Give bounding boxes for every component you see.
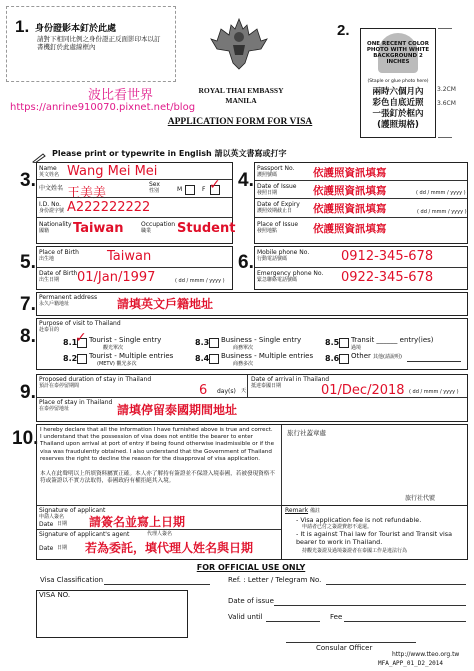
- sex-f-check: ✓: [209, 177, 221, 193]
- section-7-number: 7.: [20, 294, 36, 315]
- issue-rule: [255, 198, 467, 199]
- valid-until-rule: [266, 621, 320, 622]
- expiry-fill: 依護照資訊填寫: [313, 203, 387, 215]
- sex-m-label: M: [177, 186, 183, 193]
- sex-m-checkbox[interactable]: [185, 185, 195, 195]
- section-10-divider: [281, 425, 282, 505]
- signature-value: 請簽名並寫上日期: [89, 515, 186, 529]
- section-4-number: 4.: [238, 170, 254, 191]
- pencil-icon: [32, 148, 46, 158]
- name-rule: [37, 179, 232, 180]
- occupation-value: Student: [177, 221, 236, 236]
- nationality-value: Taiwan: [73, 221, 124, 236]
- fee-rule: [344, 621, 466, 622]
- remark-1-zh: 申請者已付之簽證費恕不退還。: [302, 524, 373, 530]
- id-rule: [37, 217, 232, 218]
- id-label-zh: 身份證字號: [39, 208, 65, 214]
- dob-label: Date of Birth: [39, 270, 78, 277]
- pob-value: Taiwan: [107, 249, 152, 264]
- dob-date-format: ( dd / mmm / yyyy ): [175, 278, 225, 284]
- pob-rule: [37, 267, 232, 268]
- opt-8-2-zh: (METV) 觀光多次: [97, 361, 137, 367]
- address-label: Permanent address: [39, 294, 98, 301]
- sig-date-label-zh: 日期: [57, 521, 68, 527]
- embassy-city: MANILA: [225, 96, 257, 105]
- photo-note-zh-title: 身份證影本釘於此處: [35, 24, 117, 34]
- nationality-label: Nationality: [39, 221, 72, 228]
- section-9-box: [36, 374, 468, 422]
- visa-no-box: [36, 590, 188, 638]
- opt-8-3-text: Business - Single entry: [221, 336, 302, 344]
- passport-fill: 依護照資訊填寫: [313, 167, 387, 179]
- passport-label-zh: 護照號碼: [257, 172, 278, 178]
- photo-text-en: ONE RECENT COLOR PHOTO WITH WHITE BACKGROUND 2 INCHES: [366, 41, 430, 65]
- passport-label: Passport No.: [257, 165, 295, 172]
- issue-label-zh: 發照日期: [257, 190, 278, 196]
- agent-label-zh: 代理人簽名: [147, 531, 173, 537]
- section-10-box: [36, 424, 468, 560]
- section-3-number: 3.: [20, 170, 36, 191]
- place-issue-label-zh: 發照地點: [257, 228, 278, 234]
- opt-8-6-id: 8.6: [325, 354, 340, 363]
- arrival-label: Date of arrival in Thailand: [251, 376, 330, 383]
- mobile-value: 0912-345-678: [341, 249, 434, 264]
- ref-label: Ref. : Letter / Telegram No.: [228, 576, 322, 584]
- opt-8-2-text: Tourist - Multiple entries: [89, 352, 174, 360]
- duration-label-zh: 預計在泰停留期間: [39, 383, 80, 389]
- opt-8-3-id: 8.3: [195, 338, 210, 347]
- form-title: APPLICATION FORM FOR VISA: [167, 117, 313, 127]
- duration-label: Proposed duration of stay in Thailand: [39, 376, 152, 383]
- remark-label: Remark: [285, 507, 309, 514]
- address-label-zh: 永久戶籍地址: [39, 301, 70, 307]
- dob-label-zh: 出生日期: [39, 277, 60, 283]
- valid-until-label: Valid until: [228, 613, 263, 621]
- stay-place-label-zh: 在泰停留地址: [39, 406, 70, 412]
- remark-2: - It is against Thai law for Tourist and Transit visa bearer to work in Thailand.: [296, 530, 453, 546]
- cname-label: 中文姓名: [39, 185, 64, 192]
- place-issue-label: Place of Issue: [257, 221, 299, 228]
- duration-value: 6: [199, 383, 208, 398]
- declaration-text: I hereby declare that all the information I have furnished above is true and correct. I understand that the possession of visa does not entitle the bearer to enter Thailand upon arrival at port of entry if being found otherwise inadmissible or if the visa was fraudulently obtained. I also understand that the Government of Thailand reserves the right to decline the reason for the disapproval of visa application.: [40, 427, 275, 462]
- remark-1: - Visa application fee is not refundable.: [296, 516, 422, 524]
- cname-rule: [37, 197, 232, 198]
- photo-text-zh: 兩時六個月內彩色自底近照一張釘於框內(護照規格): [372, 87, 424, 130]
- agent-date-label: Date: [39, 545, 54, 552]
- place-issue-fill: 依護照資訊填寫: [313, 223, 387, 235]
- other-rule: [407, 361, 461, 362]
- purpose-label-zh: 赴泰目的: [39, 327, 60, 333]
- remark-2-zh: 持觀光簽證及過境簽證者在泰國工作是違法行為: [302, 548, 408, 554]
- emergency-label-zh: 緊急聯絡電話號碼: [257, 277, 298, 283]
- section-3-box: [36, 162, 236, 244]
- footer-url[interactable]: http://www.tteo.org.tw: [392, 651, 460, 658]
- emergency-label: Emergency phone No.: [257, 270, 324, 277]
- name-value: Wang Mei Mei: [67, 164, 158, 179]
- arrival-label-zh: 抵達泰國日期: [251, 383, 282, 389]
- cname-value: 王美美: [67, 186, 107, 201]
- sig-date-label: Date: [39, 521, 54, 528]
- id-copy-box: [6, 6, 176, 82]
- arrival-value: 01/Dec/2018: [321, 383, 405, 398]
- section-10-number: 10.: [12, 428, 39, 449]
- consular-rule: [286, 642, 416, 643]
- emergency-value: 0922-345-678: [341, 270, 434, 285]
- sex-f-label: F: [202, 186, 206, 193]
- remark-box: [281, 505, 467, 559]
- fee-label: Fee: [330, 613, 343, 621]
- arrival-date-format: ( dd / mmm / yyyy ): [409, 389, 459, 395]
- name-label-zh: 英文姓名: [39, 172, 60, 178]
- section-8-box: [36, 318, 468, 370]
- blog-name: 波比看世界: [88, 88, 154, 103]
- photo-small-note: (Staple or glue photo here): [367, 79, 429, 84]
- pob-label: Place of Birth: [39, 249, 79, 256]
- signature-rule: [37, 529, 281, 530]
- nationality-label-zh: 國籍: [39, 228, 50, 234]
- agent-label: Signature of applicant's agent: [39, 531, 130, 538]
- photo-dim-line: [438, 28, 452, 138]
- opt-8-3-zh: 商務單次: [233, 345, 254, 351]
- declaration-rule: [37, 505, 281, 506]
- signature-label: Signature of applicant: [39, 507, 106, 514]
- section-5-number: 5.: [20, 252, 36, 273]
- id-label: I.D. No.: [39, 201, 62, 208]
- sex-label: Sex: [149, 181, 160, 188]
- opt-8-6-zh: 其他(請說明): [373, 354, 402, 360]
- embassy-name: ROYAL THAI EMBASSY: [198, 86, 284, 95]
- signature-label-zh: 申請人簽名: [39, 514, 65, 520]
- expiry-label-zh: 護照效期截止日: [257, 208, 293, 214]
- section-7-box: [36, 292, 468, 316]
- id-value: A222222222: [67, 200, 151, 215]
- mobile-label: Mobile phone No.: [257, 249, 310, 256]
- agent-value: 若為委託，填代理人姓名與日期: [85, 541, 254, 555]
- opt-8-1-check: ✓: [75, 330, 87, 346]
- issue-label: Date of Issue: [257, 183, 297, 190]
- opt-8-4-checkbox[interactable]: [209, 354, 219, 364]
- pob-label-zh: 出生地: [39, 256, 55, 262]
- mobile-label-zh: 行動電話號碼: [257, 256, 288, 262]
- duration-unit-zh: 天: [241, 388, 247, 394]
- section-5-box: [36, 246, 233, 290]
- agent-date-label-zh: 日期: [57, 545, 68, 551]
- opt-8-5-text: Transit ______ entry(ies): [351, 336, 434, 344]
- ref-rule: [326, 584, 466, 585]
- section-8-number: 8.: [20, 326, 36, 347]
- agency-code-label: 旅行社代號: [405, 495, 436, 502]
- declaration-zh: 本人在此聲明以上所填資料屬實正確。本人亦了解持有簽證並不保證入境泰國，若被發現資格不符或簽證以不實方法取得，泰國政府有權拒絕其入境。: [40, 471, 275, 485]
- occupation-label: Occupation: [141, 221, 176, 228]
- duration-unit: day(s): [217, 388, 236, 395]
- stay-place-value: 請填停留泰國期間地址: [117, 403, 238, 417]
- opt-8-4-text: Business - Multiple entries: [221, 352, 314, 360]
- expiry-date-format: ( dd / mmm / yyyy ): [417, 209, 467, 215]
- dob-value: 01/Jan/1997: [77, 270, 156, 285]
- photo-note-number: 1.: [15, 17, 30, 36]
- photo-note-zh-body: 請對下相同比例之身份證正反面影印本以訂書機釘於此處線框內: [37, 35, 161, 51]
- section-4-box: [254, 162, 468, 244]
- footer-code: MFA_APP_01_D2_2014: [378, 660, 444, 667]
- date-issue-label: Date of issue: [228, 597, 274, 605]
- expiry-label: Date of Expiry: [257, 201, 300, 208]
- mobile-rule: [255, 267, 467, 268]
- expiry-rule: [255, 217, 467, 218]
- visa-no-label: VISA NO.: [39, 591, 71, 599]
- opt-8-1-zh: 觀光單次: [103, 345, 124, 351]
- opt-8-5-checkbox[interactable]: [339, 338, 349, 348]
- duration-rule: [37, 397, 467, 398]
- visa-classification-label: Visa Classification: [40, 576, 104, 584]
- section-6-box: [254, 246, 468, 290]
- remark-label-zh: 備註: [310, 508, 321, 514]
- sex-label-zh: 性別: [149, 188, 160, 194]
- opt-8-3-checkbox[interactable]: [209, 338, 219, 348]
- opt-8-5-zh: 過境: [351, 345, 362, 351]
- photo-width-dim: 3.6CM: [437, 100, 456, 107]
- issue-date-format: ( dd / mmm / yyyy ): [416, 190, 466, 196]
- opt-8-6-text: Other: [351, 352, 371, 360]
- section-9-number: 9.: [20, 382, 36, 403]
- opt-8-2-checkbox[interactable]: [77, 354, 87, 364]
- photo-box: [360, 28, 436, 138]
- opt-8-4-zh: 商務多次: [233, 361, 254, 367]
- consular-officer-label: Consular Officer: [316, 644, 373, 652]
- name-label: Name: [39, 165, 57, 172]
- purpose-label: Purpose of visit to Thailand: [39, 320, 121, 327]
- opt-8-6-checkbox[interactable]: [339, 354, 349, 364]
- date-issue-rule: [274, 605, 466, 606]
- passport-rule: [255, 180, 467, 181]
- section-6-number: 6.: [238, 252, 254, 273]
- agency-stamp-label: 旅行社蓋章處: [287, 429, 326, 437]
- opt-8-5-id: 8.5: [325, 338, 340, 347]
- issue-fill: 依護照資訊填寫: [313, 185, 387, 197]
- official-title: FOR OFFICIAL USE ONLY: [196, 563, 306, 572]
- blog-url: https://anrine910070.pixnet.net/blog: [10, 102, 196, 113]
- address-value: 請填英文戶籍地址: [117, 297, 214, 311]
- occupation-label-zh: 職業: [141, 228, 152, 234]
- opt-8-1-text: Tourist - Single entry: [89, 336, 162, 344]
- opt-8-2-id: 8.2: [63, 354, 78, 363]
- instruction-text: Please print or typewrite in English 請以英文書寫或打字: [52, 149, 287, 158]
- section-9-divider: [247, 375, 248, 397]
- stay-place-label: Place of stay in Thailand: [39, 399, 113, 406]
- opt-8-4-id: 8.4: [195, 354, 210, 363]
- photo-number: 2.: [337, 22, 350, 39]
- opt-8-1-id: 8.1: [63, 338, 78, 347]
- classification-rule: [104, 584, 210, 585]
- photo-height-dim: 3.2CM: [437, 86, 456, 93]
- garuda-emblem-icon: [209, 15, 269, 71]
